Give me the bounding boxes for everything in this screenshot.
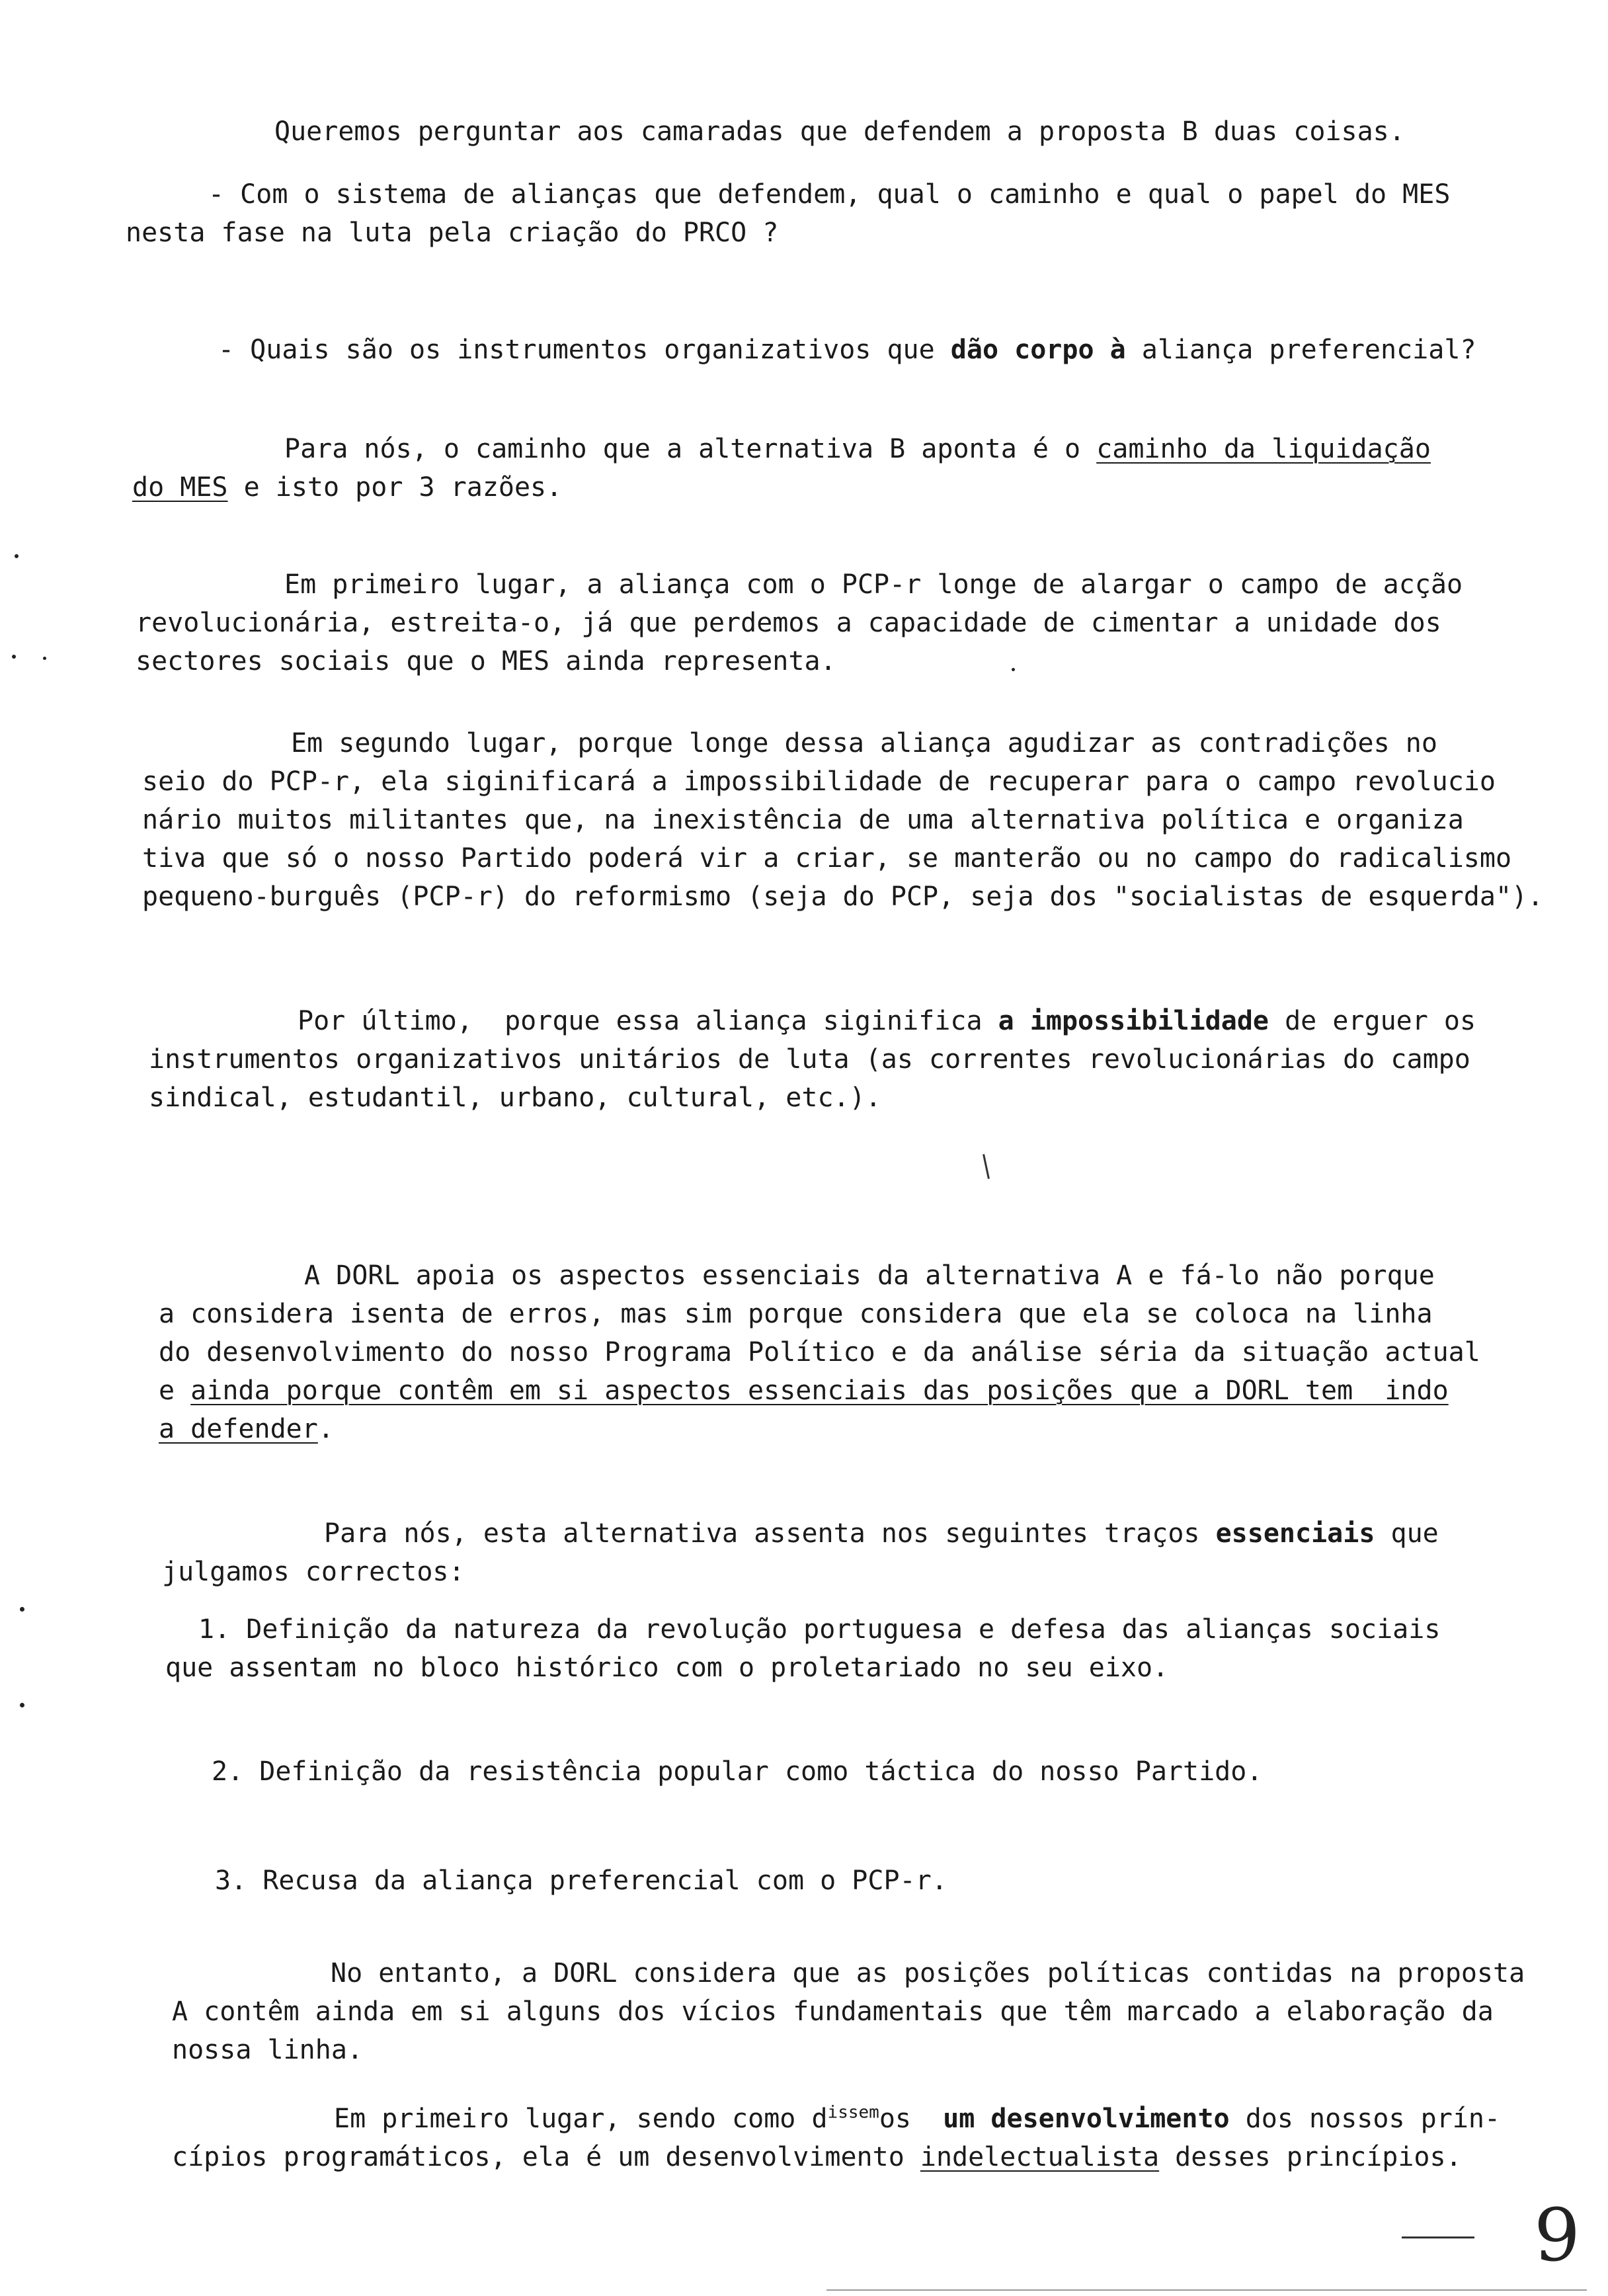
text-line bbox=[142, 839, 1543, 878]
emphasized-text: a impossibilidade bbox=[998, 1006, 1269, 1036]
text-line bbox=[149, 1079, 1476, 1117]
emphasized-text: essenciais bbox=[1215, 1518, 1375, 1549]
underlined-text: caminho da liquidação bbox=[1096, 434, 1431, 464]
text-segment: Em primeiro lugar, sendo como d bbox=[334, 2104, 828, 2134]
paragraph-item-1 bbox=[165, 1610, 1441, 1687]
text-segment: nesta fase na luta pela criação do PRCO ? bbox=[126, 218, 779, 248]
text-segment: e isto por 3 razões. bbox=[227, 472, 563, 503]
emphasized-text: dão corpo à bbox=[950, 335, 1126, 365]
text-line bbox=[208, 175, 1450, 214]
text-segment: pequeno-burguês (PCP-r) do reformismo (seja do PCP, seja dos "socialistas de esquerda"). bbox=[142, 882, 1544, 912]
paragraph-para-liquidation bbox=[132, 430, 1431, 507]
text-line bbox=[172, 2138, 1500, 2176]
text-segment: Para nós, o caminho que a alternativa B aponta é o bbox=[284, 434, 1097, 464]
text-segment: tiva que só o nosso Partido poderá vir a criar, se manterão ou no campo do radicalismo bbox=[142, 843, 1512, 874]
page-number-dash bbox=[1402, 2236, 1474, 2238]
text-line bbox=[298, 1002, 1476, 1040]
scan-mark bbox=[983, 1154, 990, 1179]
text-line bbox=[159, 1410, 1480, 1448]
text-line bbox=[284, 430, 1431, 468]
paragraph-item-3 bbox=[215, 1862, 947, 1900]
emphasized-text: um desenvolvimento bbox=[943, 2104, 1230, 2134]
paragraph-para-second bbox=[142, 724, 1544, 916]
page-number: 9 bbox=[1534, 2193, 1580, 2277]
text-line bbox=[172, 2031, 1525, 2069]
text-segment: a considera isenta de erros, mas sim porque considera que ela se coloca na linha bbox=[159, 1299, 1433, 1329]
text-segment: instrumentos organizativos unitários de luta (as correntes revolucionárias do campo bbox=[149, 1044, 1470, 1075]
text-segment: julgamos correctos: bbox=[162, 1557, 465, 1587]
text-line bbox=[136, 604, 1463, 642]
text-line bbox=[159, 1333, 1480, 1372]
text-segment: Em primeiro lugar, a aliança com o PCP-r longe de alargar o campo de acção bbox=[284, 569, 1463, 600]
text-line bbox=[274, 112, 1405, 151]
text-segment: 1. Definição da natureza da revolução portuguesa e defesa das alianças sociais bbox=[198, 1614, 1441, 1645]
text-segment: desses princípios. bbox=[1159, 2142, 1462, 2172]
text-segment: A contêm ainda em si alguns dos vícios fundamentais que têm marcado a elaboração da bbox=[172, 1996, 1494, 2027]
text-segment: Para nós, esta alternativa assenta nos seguintes traços bbox=[324, 1518, 1216, 1549]
text-segment: nossa linha. bbox=[172, 2035, 363, 2065]
text-line bbox=[142, 878, 1543, 916]
text-segment: aliança preferencial? bbox=[1125, 335, 1476, 365]
text-segment: - Quais são os instrumentos organizativos que bbox=[218, 335, 951, 365]
paragraph-question-1 bbox=[126, 175, 1451, 252]
text-line bbox=[172, 1992, 1525, 2031]
text-line bbox=[218, 331, 1476, 369]
text-line bbox=[198, 1610, 1440, 1649]
text-line bbox=[162, 1553, 1439, 1591]
text-line bbox=[142, 801, 1543, 839]
text-line bbox=[132, 468, 1431, 507]
text-segment: . bbox=[317, 1414, 334, 1444]
text-line bbox=[142, 762, 1543, 801]
underlined-text: indelectualista bbox=[920, 2142, 1160, 2172]
text-segment: de erguer os bbox=[1269, 1006, 1476, 1036]
text-segment: Em segundo lugar, porque longe dessa aliança agudizar as contradições no bbox=[291, 728, 1437, 758]
text-line bbox=[215, 1862, 947, 1900]
underlined-text: ainda porque contêm em si aspectos essenciais das posições que a DORL tem indo bbox=[190, 1375, 1449, 1406]
text-segment: dos nossos prín- bbox=[1229, 2104, 1501, 2134]
paragraph-item-2 bbox=[212, 1752, 1262, 1791]
text-segment: Queremos perguntar aos camaradas que defendem a proposta B duas coisas. bbox=[274, 116, 1405, 147]
text-segment: os bbox=[879, 2104, 944, 2134]
text-segment: seio do PCP-r, ela siginificará a impossibilidade de recuperar para o campo revolucio bbox=[142, 766, 1496, 797]
text-line bbox=[212, 1752, 1262, 1791]
paragraph-para-first bbox=[136, 565, 1463, 680]
paragraph-para-dorl bbox=[159, 1256, 1480, 1448]
text-segment: cípios programáticos, ela é um desenvolvimento bbox=[172, 2142, 920, 2172]
underlined-text: a defender bbox=[159, 1414, 318, 1444]
scan-speck bbox=[20, 1607, 24, 1612]
paragraph-para-final bbox=[172, 2100, 1501, 2176]
text-line bbox=[165, 1649, 1440, 1687]
text-line bbox=[149, 1040, 1476, 1079]
text-line bbox=[331, 1954, 1525, 1992]
text-segment: A DORL apoia os aspectos essenciais da alternativa A e fá-lo não porque bbox=[304, 1260, 1435, 1291]
text-line bbox=[334, 2100, 1500, 2138]
text-segment: nário muitos militantes que, na inexistência de uma alternativa política e organiza bbox=[142, 805, 1464, 835]
text-line bbox=[304, 1256, 1480, 1295]
scan-speck bbox=[15, 554, 19, 558]
text-line bbox=[136, 642, 1463, 680]
text-segment: que assentam no bloco histórico com o proletariado no seu eixo. bbox=[165, 1653, 1169, 1683]
paragraph-para-last bbox=[149, 1002, 1476, 1117]
text-segment: do desenvolvimento do nosso Programa Político e da análise séria da situação actual bbox=[159, 1337, 1480, 1368]
text-line bbox=[159, 1295, 1480, 1333]
text-segment: No entanto, a DORL considera que as posições políticas contidas na proposta bbox=[331, 1958, 1525, 1988]
text-segment: 3. Recusa da aliança preferencial com o PCP-r. bbox=[215, 1866, 947, 1896]
paragraph-para-traits bbox=[162, 1514, 1439, 1591]
text-line bbox=[159, 1372, 1480, 1410]
text-line bbox=[324, 1514, 1439, 1553]
text-line bbox=[291, 724, 1543, 762]
bottom-edge-rule bbox=[826, 2289, 1587, 2291]
scan-speck bbox=[12, 655, 16, 659]
underlined-text: do MES bbox=[132, 472, 228, 503]
text-segment: - Com o sistema de alianças que defendem, qual o caminho e qual o papel do MES bbox=[208, 179, 1451, 210]
text-segment: sindical, estudantil, urbano, cultural, etc.). bbox=[149, 1083, 881, 1113]
text-segment: issem bbox=[827, 2102, 879, 2123]
text-segment: que bbox=[1375, 1518, 1439, 1549]
text-segment: Por último, porque essa aliança siginifica bbox=[298, 1006, 998, 1036]
paragraph-para-however bbox=[172, 1954, 1525, 2069]
scan-speck bbox=[43, 657, 46, 660]
text-segment: 2. Definição da resistência popular como táctica do nosso Partido. bbox=[212, 1756, 1263, 1787]
text-line bbox=[284, 565, 1463, 604]
scan-speck bbox=[20, 1703, 24, 1707]
text-segment: sectores sociais que o MES ainda representa. bbox=[136, 646, 836, 676]
paragraph-question-intro bbox=[274, 112, 1405, 151]
paragraph-question-2 bbox=[218, 331, 1476, 369]
text-segment: revolucionária, estreita-o, já que perdemos a capacidade de cimentar a unidade dos bbox=[136, 608, 1441, 638]
text-line bbox=[126, 214, 1450, 252]
text-segment: e bbox=[159, 1375, 191, 1406]
